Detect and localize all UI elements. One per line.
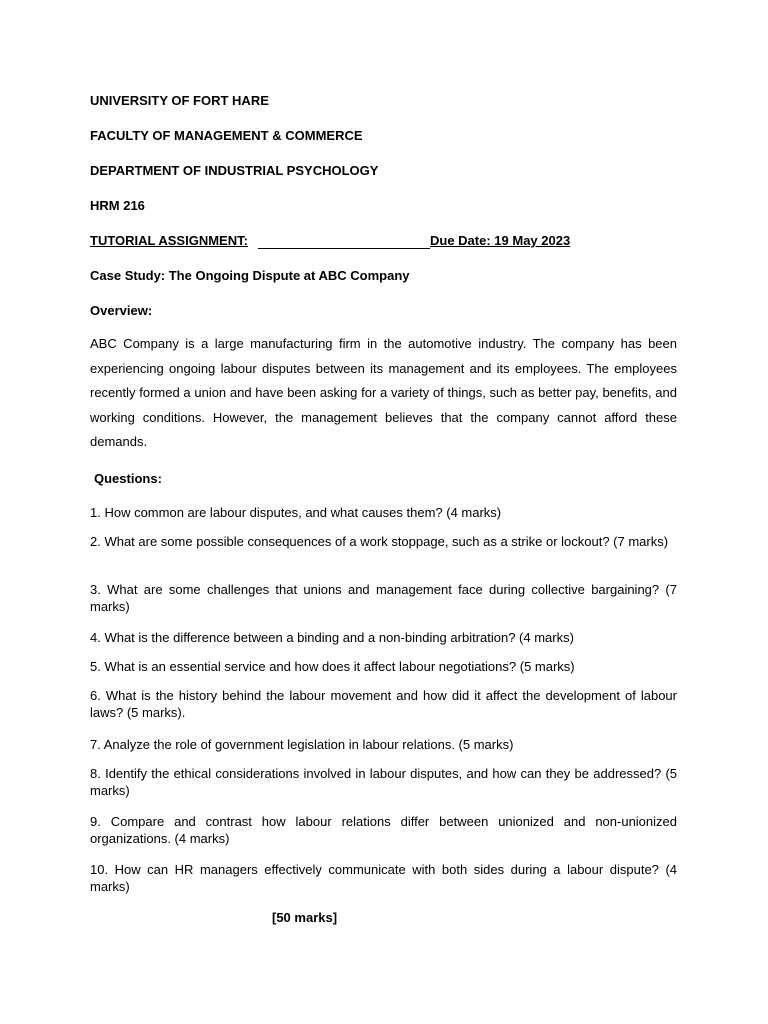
- assignment-label: TUTORIAL ASSIGNMENT:: [90, 233, 248, 248]
- question-10: 10. How can HR managers effectively communicate with both sides during a labour dispute? (4 marks): [90, 862, 677, 894]
- question-2: 2. What are some possible consequences of a work stoppage, such as a strike or lockout? (7 marks): [90, 534, 669, 549]
- question-5: 5. What is an essential service and how does it affect labour negotiations? (5 marks): [90, 659, 575, 674]
- case-study-title: Case Study: The Ongoing Dispute at ABC Company: [90, 268, 410, 283]
- question-7: 7. Analyze the role of government legislation in labour relations. (5 marks): [90, 737, 514, 752]
- faculty-name: FACULTY OF MANAGEMENT & COMMERCE: [90, 128, 363, 143]
- course-code: HRM 216: [90, 198, 145, 213]
- question-4: 4. What is the difference between a binding and a non-binding arbitration? (4 marks): [90, 630, 574, 645]
- question-6: 6. What is the history behind the labour movement and how did it affect the development of labour laws? (5 marks).: [90, 688, 677, 720]
- department-name: DEPARTMENT OF INDUSTRIAL PSYCHOLOGY: [90, 163, 379, 178]
- questions-heading: Questions:: [94, 471, 162, 486]
- question-1: 1. How common are labour disputes, and what causes them? (4 marks): [90, 505, 502, 520]
- question-8: 8. Identify the ethical considerations involved in labour disputes, and how can they be addressed? (5 marks): [90, 766, 677, 798]
- assignment-underline: [258, 248, 430, 249]
- total-marks: [50 marks]: [272, 910, 338, 925]
- due-date: Due Date: 19 May 2023: [430, 233, 571, 248]
- overview-text: ABC Company is a large manufacturing firm in the automotive industry. The company has been experiencing ongoing labour disputes between its management and its employees. The employees recently formed a union and have been asking for a variety of things, such as better pay, benefits, and working conditions. However, the management believes that the company cannot afford these demands.: [90, 336, 677, 449]
- question-3: 3. What are some challenges that unions and management face during collective bargaining? (7 marks): [90, 582, 677, 614]
- question-9: 9. Compare and contrast how labour relations differ between unionized and non-unionized organizations. (4 marks): [90, 814, 677, 846]
- overview-heading: Overview:: [90, 303, 153, 318]
- university-name: UNIVERSITY OF FORT HARE: [90, 93, 269, 108]
